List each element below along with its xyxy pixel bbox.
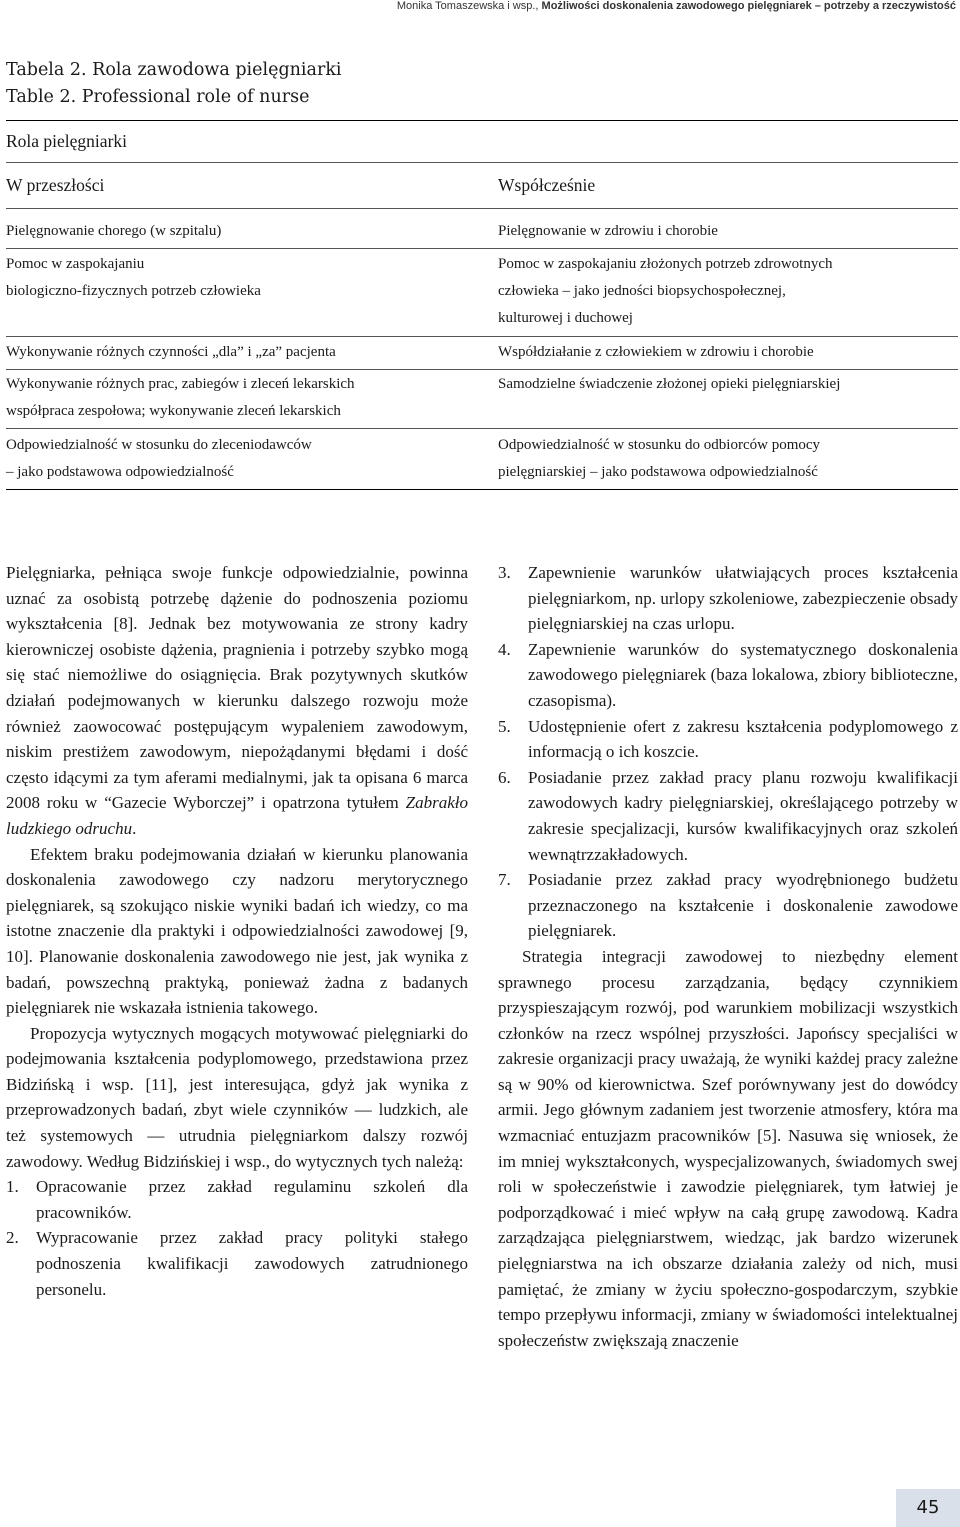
list-item: 2. Wypracowanie przez zakład pracy polityki stałego podnoszenia kwalifikacji zawodowych zatrudnionego personelu.	[6, 1228, 468, 1299]
table-caption-pl: Tabela 2. Rola zawodowa pielęgniarki	[6, 60, 342, 80]
table-cell-past: Odpowiedzialność w stosunku do zleceniodawców – jako podstawowa odpowiedzialność	[6, 437, 312, 480]
table-caption	[6, 57, 342, 111]
paragraph: Propozycja wytycznych mogących motywować pielęgniarki do podejmowania kształcenia podyplomowego, przedstawiona przez Bidzińską i wsp. [11], jest interesująca, gdyż jak wynika z przeprowadzonych badań, zbyt wiele czynników — ludzkich, ale też systemowych — utrudnia pielęgniarkom dalszy rozwój zawodowy. Według Bidzińskiej i wsp., do wytycznych tych należą:	[6, 1023, 468, 1171]
table-rule	[6, 162, 958, 163]
table-rule	[6, 369, 958, 370]
table-col-header-now: Współcześnie	[498, 175, 596, 195]
list-item: 5. Udostępnienie ofert z zakresu kształcenia podyplomowego z informacją o ich koszcie.	[498, 716, 958, 762]
table-top-rule	[6, 120, 958, 121]
paragraph: Strategia integracji zawodowej to niezbędny element sprawnego procesu zarządzania, będący czynnikiem przyspieszającym rozwój, pod warunkiem mobilizacji wszystkich członków na rzecz wspólnej przyszłości. Japońscy specjaliści w zakresie organizacji pracy uważają, że wyniki każdej pracy zależne są w 90% od kierownictwa. Szef porównywany jest do dowódcy armii. Jego głównym zadaniem jest tworzenie atmosfery, która ma wzmacniać entuzjazm pracowników [5]. Nasuwa się wniosek, że im mniej wykształconych, wyspecjalizowanych, świadomych swej roli w społeczeństwie i zawodzie pielęgniarek, tym łatwiej je podporządkować i mieć wpływ na całą grupę zawodową. Kadra zarządzająca pielęgniarstwem, wiedząc, jak bardzo wizerunek pielęgniarstwa na ich obszarze działania zależy od nich, musi pamiętać, że zmiany w życiu społeczno-gospodarczym, szybkie tempo przepływu informacji, zmiany w świadomości intelektualnej społeczeństw zwiększają znaczenie	[498, 946, 958, 1350]
body-column-left	[6, 560, 468, 1302]
table-cell-now: Odpowiedzialność w stosunku do odbiorców pomocy pielęgniarskiej – jako podstawowa odpowiedzialność	[498, 437, 821, 480]
page-number: 45	[896, 1489, 960, 1527]
running-head-title: Możliwości doskonalenia zawodowego pielęgniarek – potrzeby a rzeczywistość	[538, 0, 956, 12]
table-rule	[6, 336, 958, 337]
table-col-header-past: W przeszłości	[6, 175, 105, 195]
table-cell-past: Pielęgnowanie chorego (w szpitalu)	[6, 223, 222, 239]
list-item: 6. Posiadanie przez zakład pracy planu rozwoju kwalifikacji zawodowych kadry pielęgniarskiej, określającego potrzeby w zakresie specjalizacji, kursów kwalifikacyjnych oraz szkoleń wewnątrzzakładowych.	[498, 767, 958, 864]
list-item: 1. Opracowanie przez zakład regulaminu szkoleń dla pracowników.	[6, 1177, 468, 1222]
body-column-right	[498, 560, 958, 1353]
list-item: 3. Zapewnienie warunków ułatwiających proces kształcenia pielęgniarkom, np. urlopy szkoleniowe, zabezpieczenie obsady pielęgniarskiej na czas urlopu.	[498, 563, 958, 634]
table-rule	[6, 248, 958, 249]
list-item: 4. Zapewnienie warunków do systematycznego doskonalenia zawodowego pielęgniarek (baza lokalowa, zbiory biblioteczne, czasopisma).	[498, 639, 958, 710]
table-caption-en: Table 2. Professional role of nurse	[6, 87, 310, 107]
table-cell-past: Pomoc w zaspokajaniu biologiczno-fizycznych potrzeb człowieka	[6, 256, 261, 299]
paragraph: Pielęgniarka, pełniąca swoje funkcje odpowiedzialnie, powinna uznać za osobistą potrzebę dążenie do podnoszenia poziomu wykształcenia [8]. Jednak bez motywowania ze strony kadry kierowniczej osobiste dążenia, pragnienia i potrzeby szybko mogą się stać niemożliwe do osiągnięcia. Brak pozytywnych skutków działań podejmowanych w kierunku dalszego rozwoju może również zaowocować postępującym wypaleniem zawodowym, niskim prestiżem zawodowym, niepożądanymi błędami i dość często idącymi za tym aferami medialnymi, jak ta opisana 6 marca 2008 roku w “Gazecie Wyborczej” i opatrzona tytułem Zabrakło ludzkiego odruchu.	[6, 563, 468, 838]
table-bottom-rule	[6, 489, 958, 490]
list-item: 7. Posiadanie przez zakład pracy wyodrębnionego budżetu przeznaczonego na kształcenie i doskonalenie zawodowe pielęgniarek.	[498, 870, 958, 941]
table-cell-now: Pomoc w zaspokajaniu złożonych potrzeb zdrowotnych człowieka – jako jedności biopsychospołecznej, kulturowej i duchowej	[498, 256, 833, 326]
table-main-header: Rola pielęgniarki	[6, 131, 128, 151]
table-rule	[6, 428, 958, 429]
table-cell-now: Samodzielne świadczenie złożonej opieki pielęgniarskiej	[498, 376, 841, 392]
table-rule	[6, 208, 958, 209]
table-cell-past: Wykonywanie różnych prac, zabiegów i zleceń lekarskich współpraca zespołowa; wykonywanie zleceń lekarskich	[6, 376, 355, 419]
article-title: Zabrakło ludzkiego odruchu	[6, 793, 468, 838]
table-cell-now: Współdziałanie z człowiekiem w zdrowiu i chorobie	[498, 344, 814, 360]
table-cell-past: Wykonywanie różnych czynności „dla” i „za” pacjenta	[6, 344, 336, 360]
running-head-authors: Monika Tomaszewska i wsp.,	[396, 0, 539, 12]
running-head	[0, 0, 956, 16]
paragraph: Efektem braku podejmowania działań w kierunku planowania doskonalenia zawodowego czy nadzoru merytorycznego pielęgniarek, są szokująco niskie wyniki badań ich wiedzy, co ma istotne znaczenie dla praktyki i odpowiedzialności zawodowej [9, 10]. Planowanie doskonalenia zawodowego nie jest, jak wynika z badań, powszechną praktyką, ponieważ żadna z badanych pielęgniarek nie wskazała istnienia takowego.	[6, 844, 468, 1018]
table-cell-now: Pielęgnowanie w zdrowiu i chorobie	[498, 223, 718, 239]
